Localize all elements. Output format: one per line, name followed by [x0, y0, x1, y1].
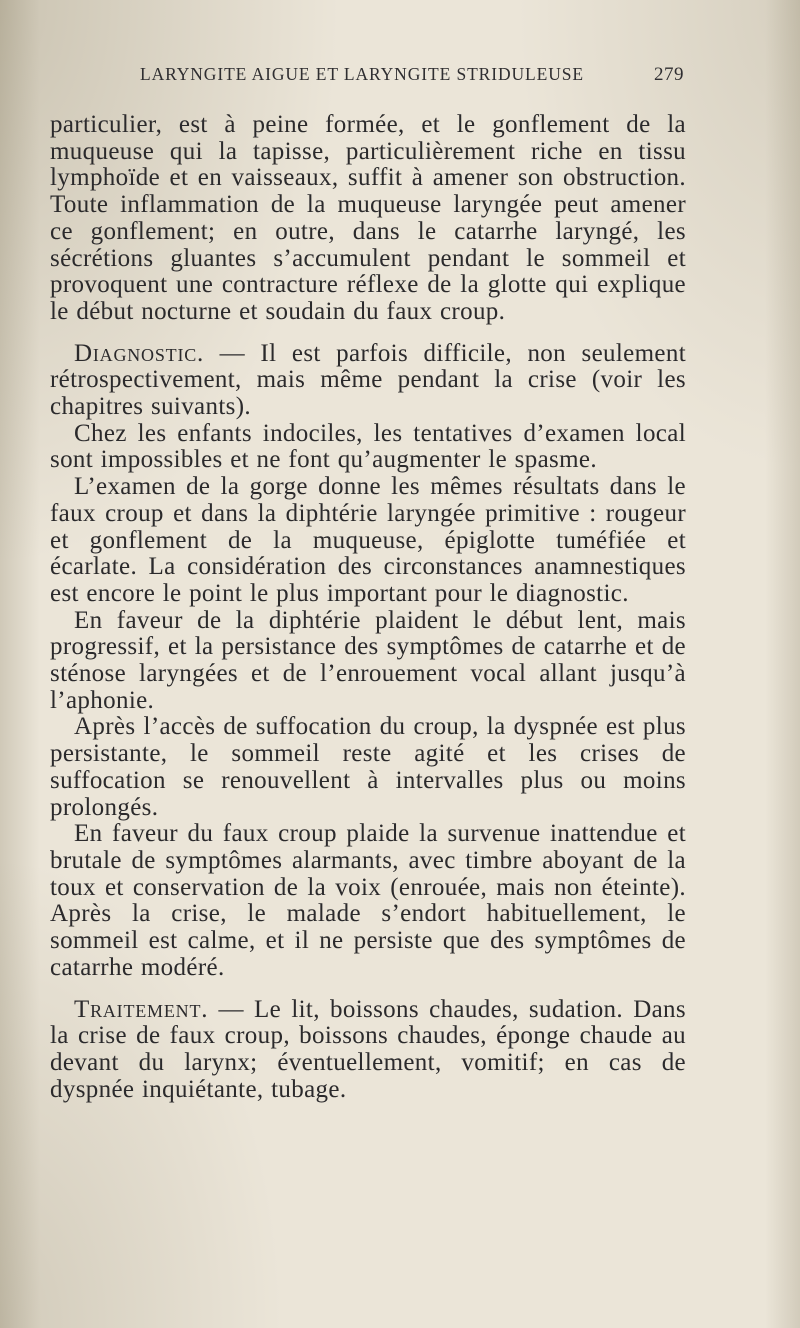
running-header [50, 58, 686, 90]
paragraph-enfants: Chez les enfants indociles, les tentatives d’examen local sont impossibles et ne font qu’augmenter le spasme. [50, 419, 686, 474]
diagnostic-text: — Il est parfois difficile, non seulement rétrospectivement, mais même pendant la crise (voir les chapitres suivants). [50, 339, 686, 421]
section-heading-traitement: Traitement. [74, 995, 209, 1023]
running-title: LARYNGITE AIGUE ET LARYNGITE STRIDULEUSE [140, 64, 584, 84]
page-number: 279 [654, 64, 684, 85]
paragraph-diagnostic [50, 341, 686, 421]
paragraph-traitement [50, 997, 686, 1104]
paragraph-acces-suffocation: Après l’accès de suffocation du croup, la dyspnée est plus persistante, le sommeil reste agité et les crises de suffocation se renouvellent à intervalles plus ou moins prolongés. [50, 713, 686, 821]
book-page [50, 58, 686, 1103]
section-heading-diagnostic: Diagnostic. [74, 339, 205, 367]
paragraph-examen-gorge: L’examen de la gorge donne les mêmes résultats dans le faux croup et dans la diphtérie laryngée primitive : rougeur et gonflement de la muqueuse, épiglotte tuméfiée et écarlate. La considération des circonstances anamnestiques est encore le point le plus important pour le diagnostic. [50, 473, 686, 607]
traitement-text: — Le lit, boissons chaudes, sudation. Dans la crise de faux croup, boissons chaudes, éponge chaude au devant du larynx; éventuellement, vomitif; en cas de dyspnée inquiétante, tubage. [50, 995, 686, 1103]
paragraph-diphterie: En faveur de la diphtérie plaident le début lent, mais progressif, et la persistance des symptômes de catarrhe et de sténose laryngées et de l’enrouement vocal allant jusqu’à l’aphonie. [50, 606, 686, 714]
paragraph-continuation: particulier, est à peine formée, et le gonflement de la muqueuse qui la tapisse, particulièrement riche en tissu lymphoïde et en vaisseaux, suffit à amener son obstruction. Toute inflammation de la muqueuse laryngée peut amener ce gonflement; en outre, dans le catarrhe laryngé, les sécrétions gluantes s’accumulent pendant le sommeil et provoquent une contracture réflexe de la glotte qui explique le début nocturne et soudain du faux croup. [50, 111, 686, 325]
paragraph-faux-croup: En faveur du faux croup plaide la survenue inattendue et brutale de symptômes alarmants, avec timbre aboyant de la toux et conservation de la voix (enrouée, mais non éteinte). Après la crise, le malade s’endort habituellement, le sommeil est calme, et il ne persiste que des symptômes de catarrhe modéré. [50, 820, 686, 981]
body-text [50, 112, 686, 1103]
